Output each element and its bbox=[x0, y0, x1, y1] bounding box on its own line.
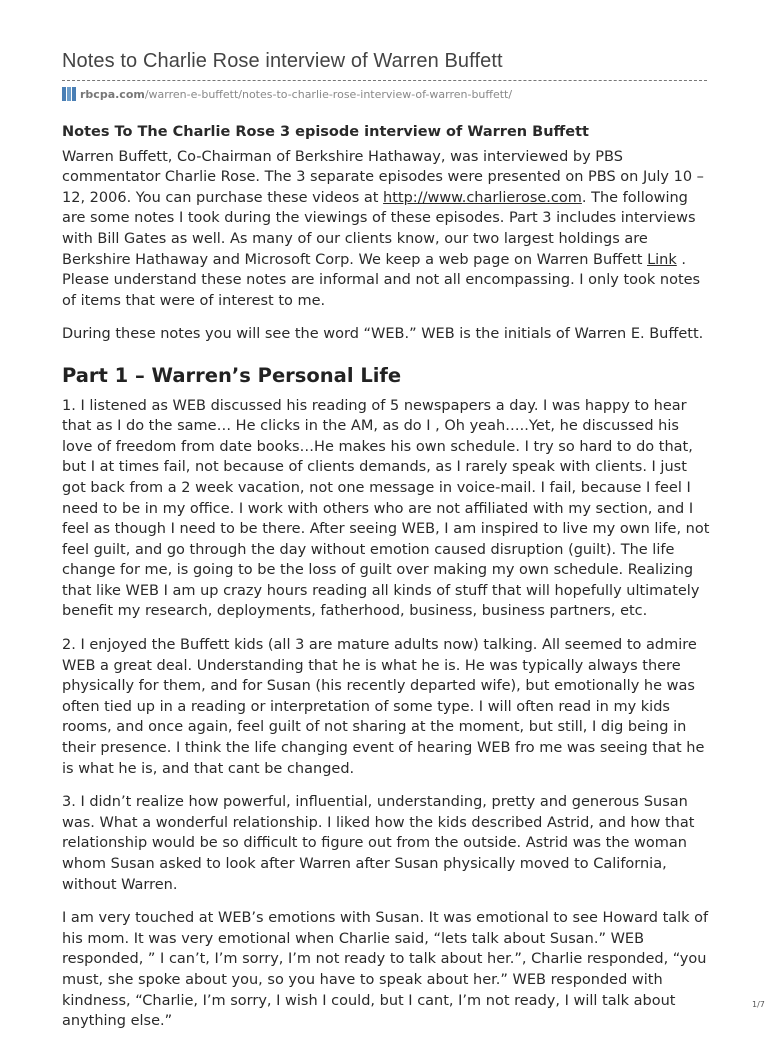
title-divider bbox=[62, 80, 707, 81]
buffett-page-link[interactable]: Link bbox=[647, 251, 677, 268]
paragraph-3: 3. I didn’t realize how powerful, influential, understanding, pretty and generous Susan was. What a wonderful relationship. I liked how the kids described Astrid, and how that relationship would be so difficult to figure out from the outside. Astrid was the woman whom Susan asked to look after Warren after Susan physically moved to California, without Warren. bbox=[62, 794, 695, 893]
paragraph-4: I am very touched at WEB’s emotions with Susan. It was emotional to see Howard talk of his mom. It was very emotional when Charlie said, “lets talk about Susan.” WEB responded, ” I can’t, I’m sorry, I’m not ready to talk about her.”, Charlie responded, “you must, she spoke about you, so you have to speak about her.” WEB responded with kindness, “Charlie, I’m sorry, I wish I could, but I cant, I’m not ready, I will talk about anything else.” bbox=[62, 910, 709, 1030]
intro-text-1: Warren Buffett, Co-Chairman of Berkshire Hathaway, was interviewed by PBS commentator Charlie Rose. The 3 separate episodes were presented on PBS on July 10 – 12, 2006. You can purchase these videos at bbox=[62, 148, 704, 206]
intro-paragraph bbox=[62, 147, 712, 312]
paragraph-2: 2. I enjoyed the Buffett kids (all 3 are mature adults now) talking. All seemed to admire WEB a great deal. Understanding that he is what he is. He was typically always there physically for them, and for Susan (his recently departed wife), but emotionally he was often tied up in a reading or interpretation of some type. I will often read in my kids rooms, and once again, feel guilt of not sharing at the moment, but still, I dig being in their presence. I think the life changing event of hearing WEB fro me was seeing that he is what he is, and that cant be changed. bbox=[62, 637, 705, 777]
page-number: 1/7 bbox=[752, 1000, 765, 1009]
page-title: Notes to Charlie Rose interview of Warren Buffett bbox=[62, 50, 503, 72]
source-domain[interactable]: rbcpa.com bbox=[80, 88, 145, 101]
charlierose-link[interactable]: http://www.charlierose.com bbox=[383, 189, 582, 206]
source-path[interactable]: /warren-e-buffett/notes-to-charlie-rose-interview-of-warren-buffett/ bbox=[144, 88, 513, 101]
section-heading: Part 1 – Warren’s Personal Life bbox=[62, 363, 402, 387]
paragraph-1: 1. I listened as WEB discussed his reading of 5 newspapers a day. I was happy to hear that as I do the same… He clicks in the AM, as do I , Oh yeah…..Yet, he discussed his love of freedom from date books…He makes his own schedule. I try so hard to do that, but I at times fail, not because of clients demands, as I rarely speak with clients. I just got back from a 2 week vacation, not one message in voice-mail. I fail, because I feel I need to be in my office. I work with others who are not affiliated with my section, and I feel as though I need to be there. After seeing WEB, I am inspired to live my own life, not feel guilt, and go through the day without emotion caused disruption (guilt). The life change for me, is going to be the loss of guilt over making my own schedule. Realizing that like WEB I am up crazy hours reading all kinds of stuff that will hopefully ultimately benefit my research, deployments, fatherhood, business, business partners, etc. bbox=[62, 397, 710, 620]
source-url[interactable] bbox=[62, 86, 512, 101]
intro-text-3: . Please understand these notes are informal and not all encompassing. I only took notes of items that were of interest to me. bbox=[62, 251, 701, 309]
bar-chart-logo-icon bbox=[62, 86, 77, 101]
web-note: During these notes you will see the word “WEB.” WEB is the initials of Warren E. Buffett. bbox=[62, 326, 704, 343]
article-body bbox=[62, 122, 712, 1045]
article-subtitle: Notes To The Charlie Rose 3 episode interview of Warren Buffett bbox=[62, 124, 589, 140]
intro-text-2: . The following are some notes I took during the viewings of these episodes. Part 3 includes interviews with Bill Gates as well. As many of our clients know, our two largest holdings are Berkshire Hathaway and Microsoft Corp. We keep a web page on Warren Buffett bbox=[62, 189, 696, 268]
